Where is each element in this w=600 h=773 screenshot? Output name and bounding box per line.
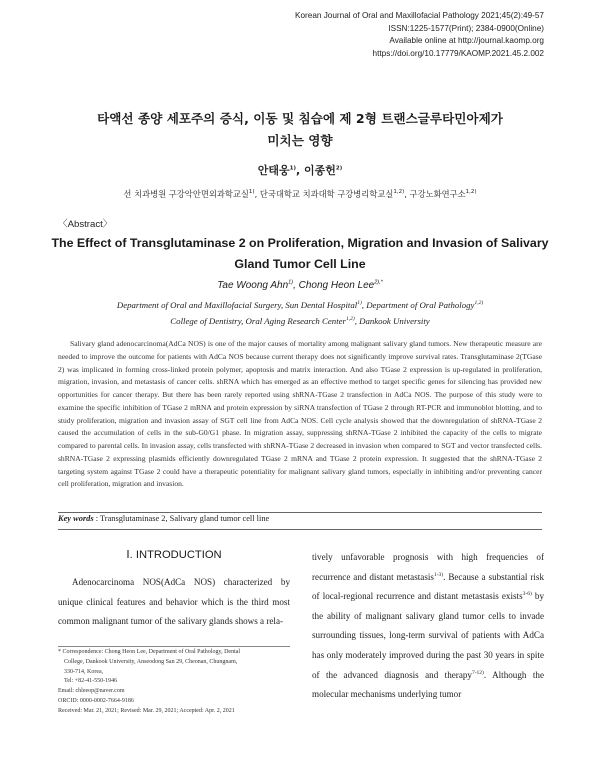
footnote-email[interactable]: Email: chleeop@naver.com — [58, 688, 125, 695]
introduction-left-text: Adenocarcinoma NOS(AdCa NOS) characterized by unique clinical features and behavior which is the third most common malignant tumor of the salivary glands shows a rela- — [58, 577, 290, 627]
keywords-top-rule — [58, 512, 542, 513]
abstract-label: 〈Abstract〉 — [58, 219, 113, 230]
introduction-heading: Ⅰ. INTRODUCTION — [126, 549, 222, 561]
footnote-rule — [58, 646, 290, 647]
right-column — [312, 548, 544, 705]
english-affiliations: Department of Oral and Maxillofacial Surgery, Sun Dental Hospital$^{1)}$, Department of Oral Pathology$^{1,2)}$ College of Dentistry, Oral Aging Research Center$^{1,2)}$, Dankook University — [116, 300, 484, 326]
introduction-right-text: tively unfavorable prognosis with high frequencies of recurrence and distant metastasis$^{1-3)}$. Because a substantial risk of local-regional recurrence and distant metastasis exists$^{3-6)}$ by the ability of malignant salivary gland tumor cells to invade surrounding tissues, long-term survival of patients with AdCa has only moderately improved during the past 30 years in spite of the advanced diagnosis and therapy$^{7-12)}$. Although the molecular mechanisms underlying tumor — [312, 552, 544, 700]
keywords: Key words : Transglutaminase 2, Salivary gland tumor cell line — [58, 514, 270, 523]
keywords-text: Transglutaminase 2, Salivary gland tumor cell line — [99, 514, 270, 523]
journal-doi[interactable]: https://doi.org/10.17779/KAOMP.2021.45.2.002 — [372, 48, 544, 58]
journal-header — [144, 10, 544, 60]
korean-authors: 안태웅$^{1)}$, 이종헌$^{2)}$ — [257, 164, 343, 177]
journal-url[interactable]: Available online at http://journal.kaomp.org — [389, 36, 544, 46]
korean-affiliations: 선 치과병원 구강악안면외과학교실$^{1)}$, 단국대학교 치과대학 구강병리학교실$^{1,2)}$, 구강노화연구소$^{1,2)}$ — [123, 189, 477, 199]
footnote-dates: Received: Mar. 21, 2021; Revised: Mar. 29, 2021; Accepted: Apr. 2, 2021 — [58, 707, 235, 714]
english-title: The Effect of Transglutaminase 2 on Proliferation, Migration and Invasion of Salivary Gland Tumor Cell Line — [51, 236, 549, 271]
left-column — [58, 548, 290, 632]
journal-issn: ISSN:1225-1577(Print); 2384-0900(Online) — [388, 23, 544, 33]
english-authors: Tae Woong Ahn$^{1)}$, Chong Heon Lee$^{2),*}$ — [217, 279, 383, 291]
footnote-orcid: ORCID: 0000-0002-7664-9186 — [58, 697, 134, 704]
keywords-label: Key words — [58, 514, 94, 523]
journal-citation: Korean Journal of Oral and Maxillofacial Pathology 2021;45(2):49-57 — [295, 11, 544, 20]
korean-title: 타액선 종양 세포주의 증식, 이동 및 침습에 제 2형 트랜스글루타민아제가 미치는 영향 — [97, 111, 503, 148]
abstract-body: Salivary gland adenocarcinoma(AdCa NOS) is one of the major causes of mortality among malignant salivary gland tumors. New therapeutic measure are needed to improve the outcome for patients with AdCa NOS because current therapy does not significantly improve survival rates. Transglutaminase 2(TGase 2) was implicated in forming cross-linked protein polymer, apoptosis and matrix interaction. And also TGase 2 expression is up-regulated in proliferation, migration, invasion, and metastasis of cancer cells. shRNA which has emerged as an effective method to target specific genes for silencing has provided new opportunities for cancer therapy. But there has been rarely reported using shRNA-TGase 2 transfection in AdCa NOS. The purpose of this study were to examine the specific inhibition of TGase 2 mRNA and protein expression by siRNA transfection of TGase 2 through RT-PCR and immunoblot blotting, and to study proliferation, migration and invasion assay of SGT cell line from AdCa NOS. Cell cycle analysis showed that the downregulation of shRNA-TGase 2 caused the accumulation of cells in the sub-G0/G1 phase. In migration assay, suppressing shRNA-TGase 2 inhibited the capacity of the cells to migrate compared to parental cells. In invasion assay, cells transfected with shRNA-TGase 2 decreased in invasion when compared to SGT and vector transfected cells. shRNA-TGase 2 expressing plasmids efficiently downregulated TGase 2 mRNA and TGase 2 protein expression. It suggested that the shRNA-TGase 2 targeting system against TGase 2 could have a therapeutic potentiality for malignant salivary gland tumors, especially in inhibiting and/or preventing cancer cell proliferation, migration and invasion. — [58, 339, 542, 489]
correspondence-footnote: * Correspondence: Chong Heon Lee, Department of Oral Pathology, Dental College, Dankook University, Anseodong San 29, Cheonan, Chungnam, 330-714, Korea, Tel: +82-41-550-1946 Email: chleeop@naver.com ORCID: 0000-0002-7664-9186 Received: Mar. 21, 2021; Revised: Mar. 29, 2021; Accepted: Apr. 2, 2021 — [58, 648, 290, 717]
keywords-bottom-rule — [58, 529, 542, 530]
